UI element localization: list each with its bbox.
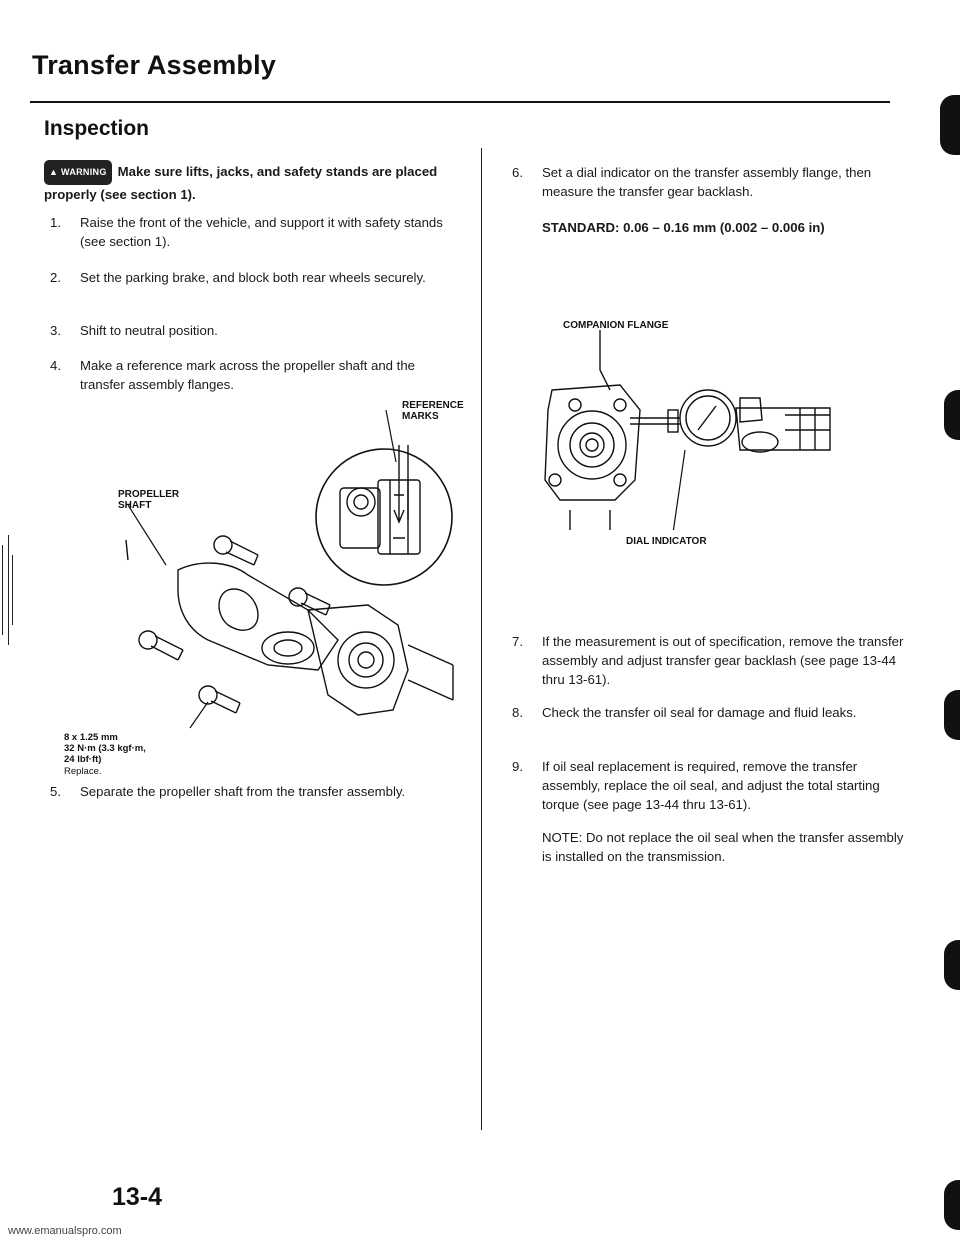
step-text: Set the parking brake, and block both rear wheels securely. [80, 270, 426, 285]
step-text: If oil seal replacement is required, remove the transfer assembly, replace the oil seal, and adjust the total starting torque (see page 13-44 thru 13-61). [542, 759, 880, 812]
label-propeller-shaft: PROPELLER SHAFT [118, 489, 180, 511]
step-text: Separate the propeller shaft from the transfer assembly. [80, 784, 406, 799]
label-companion-flange: COMPANION FLANGE [563, 320, 669, 331]
step-number: 8. [512, 705, 523, 720]
column-divider [481, 148, 482, 1130]
warning-icon: ▲ [49, 167, 59, 177]
step-5 [50, 782, 462, 822]
edge-mark [944, 690, 960, 740]
margin-mark [2, 545, 3, 635]
step-number: 6. [512, 165, 523, 180]
warning-callout [44, 160, 464, 204]
step-text: Make a reference mark across the propeller shaft and the transfer assembly flanges. [80, 358, 415, 392]
step-number: 1. [50, 215, 61, 230]
warning-badge-label: WARNING [61, 167, 107, 177]
step-number: 4. [50, 358, 61, 373]
section-heading: Inspection [44, 117, 150, 140]
step-1 [50, 213, 462, 253]
margin-mark [12, 555, 13, 625]
step-number: 2. [50, 270, 61, 285]
margin-mark [8, 535, 9, 645]
note: NOTE: Do not replace the oil seal when the transfer assembly is installed on the transmission. [542, 830, 904, 864]
step-text: Raise the front of the vehicle, and support it with safety stands (see section 1). [80, 215, 443, 249]
page-number: 13-4 [112, 1183, 163, 1211]
bolt-spec: 8 x 1.25 mm 32 N·m (3.3 kgf·m, 24 lbf·ft) [64, 732, 146, 765]
page-title: Transfer Assembly [32, 50, 277, 80]
step-text: Shift to neutral position. [80, 323, 218, 338]
step-number: 9. [512, 759, 523, 774]
step-3 [50, 321, 462, 341]
step-text: Set a dial indicator on the transfer assembly flange, then measure the transfer gear backlash. [542, 165, 872, 199]
label-dial-indicator: DIAL INDICATOR [626, 536, 707, 547]
step-text: If the measurement is out of specification, remove the transfer assembly and adjust transfer gear backlash (see page 13-44 thru 13-61). [542, 634, 904, 687]
step-4 [50, 356, 462, 396]
bolt-note: Replace. [64, 766, 102, 777]
step-number: 3. [50, 323, 61, 338]
step-7 [512, 632, 912, 692]
edge-mark [944, 390, 960, 440]
warning-text: Make sure lifts, jacks, and safety stands are placed properly (see section 1). [44, 164, 438, 202]
step-text: Check the transfer oil seal for damage and fluid leaks. [542, 705, 857, 720]
step-2 [50, 268, 462, 308]
step-8 [512, 703, 912, 743]
dial-indicator-diagram [530, 330, 850, 530]
title-rule [30, 101, 890, 103]
edge-mark [944, 940, 960, 990]
step-9 [512, 757, 912, 817]
label-reference-marks: REFERENCE MARKS [402, 400, 464, 422]
propeller-shaft-diagram [108, 410, 468, 755]
edge-mark [944, 1180, 960, 1230]
footer-url[interactable]: www.emanualspro.com [8, 1225, 122, 1237]
step-number: 7. [512, 634, 523, 649]
standard-spec: STANDARD: 0.06 – 0.16 mm (0.002 – 0.006 in) [542, 220, 825, 235]
step-number: 5. [50, 784, 61, 799]
step-6 [512, 163, 912, 203]
warning-badge [44, 160, 112, 185]
edge-mark [940, 95, 960, 155]
